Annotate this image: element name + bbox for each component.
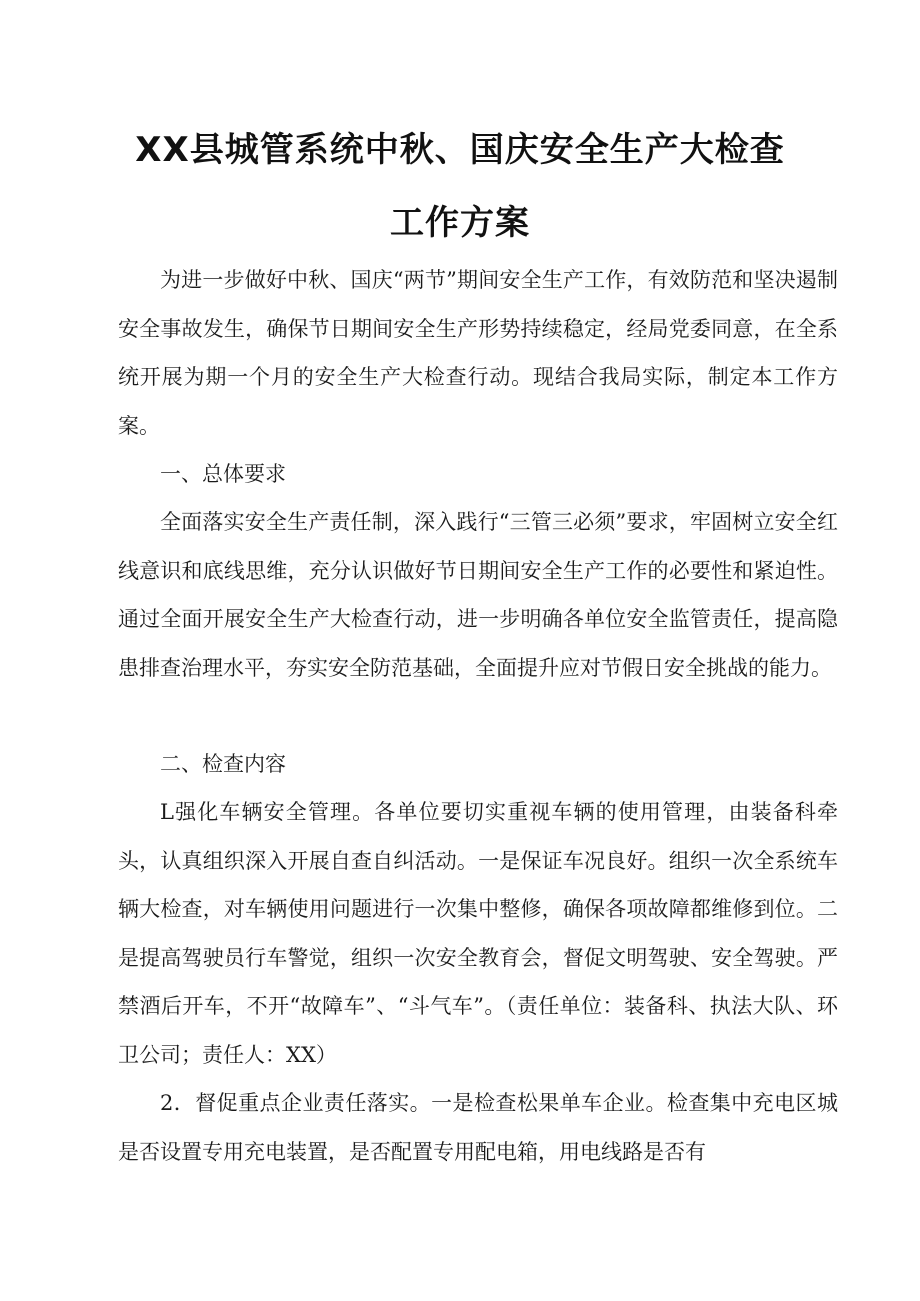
section2-heading: 二、检查内容 [160,752,286,776]
item2-paragraph: 2．督促重点企业责任落实。一是检查松果单车企业。检查集中充电区城是否设置专用充电装置，是否配置专用配电箱，用电线路是否有 [118,1091,838,1164]
document-title-line2: 工作方案 [390,203,530,243]
item1-paragraph: L强化车辆安全管理。各单位要切实重视车辆的使用管理，由装备科牵头，认真组织深入开展自查自纠活动。一是保证车况良好。组织一次全系统车辆大检查，对车辆使用问题进行一次集中整修，确保各项故障都维修到位。二是提高驾驶员行车警觉，组织一次安全教育会，督促文明驾驶、安全驾驶。严禁酒后开车，不开“故障车”、“斗气车”。（责任单位：装备科、执法大队、环卫公司；责任人：XX） [118,800,838,1067]
section1-heading: 一、总体要求 [160,462,286,486]
section1-paragraph: 全面落实安全生产责任制，深入践行“三管三必须”要求，牢固树立安全红线意识和底线思维，充分认识做好节日期间安全生产工作的必要性和紧迫性。通过全面开展安全生产大检查行动，进一步明确各单位安全监管责任，提高隐患排查治理水平，夯实安全防范基础，全面提升应对节假日安全挑战的能力。 [118,510,838,680]
intro-paragraph: 为进一步做好中秋、国庆“两节”期间安全生产工作，有效防范和坚决遏制安全事故发生，确保节日期间安全生产形势持续稳定，经局党委同意，在全系统开展为期一个月的安全生产大检查行动。现结合我局实际，制定本工作方案。 [118,268,838,438]
document-title-line1: XX县城管系统中秋、国庆安全生产大检查 [135,130,785,170]
